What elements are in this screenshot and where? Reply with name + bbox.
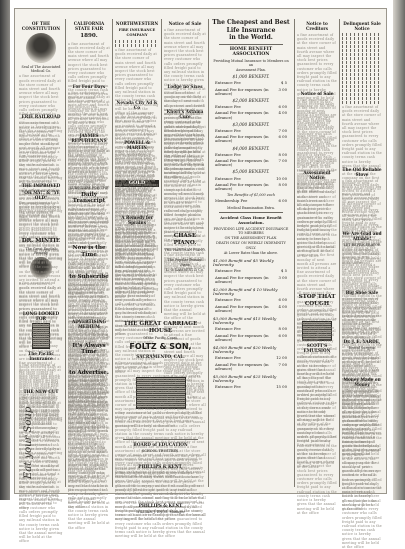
- column-text: [115, 227, 159, 267]
- table-line: [342, 101, 382, 104]
- fee-row: [215, 105, 287, 109]
- dentist-subheading: Dental Surgeon: [348, 346, 376, 351]
- divider: [219, 44, 283, 45]
- ad-title-2: in the World.: [229, 34, 273, 41]
- glad-subheading: LET REFRIGERATOR: [343, 243, 381, 247]
- fee-amount: 3 00: [278, 86, 287, 92]
- fee-amount: 8 00: [278, 326, 287, 332]
- powell-heading: POWELL & MARTIN: [124, 140, 150, 150]
- fee-row: [215, 363, 287, 371]
- fee-row: [215, 129, 287, 133]
- fee-amount: 3 00: [278, 274, 287, 280]
- fee-row: [215, 356, 287, 360]
- fee-label: Entrance Fee: [215, 384, 241, 390]
- column-text: [297, 98, 337, 168]
- indemnity-heading-3: $3,000 Benefit and $15 Weekly Indemnity.: [213, 316, 277, 326]
- table-line: [342, 93, 382, 96]
- benefit-section-4: $4,000 BENEFIT.: [232, 145, 270, 151]
- column-text: [68, 283, 110, 317]
- fee-label: Annual Fee for expenses (in advance): [215, 274, 269, 284]
- portrait-caption: Seal of The Associated Medical Co.: [21, 65, 61, 74]
- coast-heading: Of the Pacific Coast.: [143, 336, 178, 341]
- column-text: [297, 309, 337, 319]
- column-text: [115, 48, 159, 98]
- board-heading: BOARD of EDUCATION: [133, 441, 188, 447]
- fee-row: [215, 327, 287, 331]
- ad-title: The Cheapest and Best Life Insurance: [212, 19, 290, 34]
- fee-row: [215, 298, 287, 302]
- column-3: [115, 19, 159, 313]
- table-line: [342, 61, 382, 64]
- notice-heading: Notice of Sale: [168, 21, 202, 26]
- fair-heading: CALIFORNIA STATE FAIR: [73, 21, 105, 31]
- table-line: [342, 81, 382, 84]
- knorr-heading: Knorr's Asthma Cure: [166, 109, 204, 119]
- column-text: [297, 182, 337, 292]
- fourdays-heading: For Four Days: [72, 83, 106, 89]
- nevada-heading: Nevada City Ad & Co: [116, 100, 158, 110]
- column-text: [115, 471, 206, 501]
- fee-amount: 7 00: [278, 157, 287, 163]
- column-text: [342, 297, 382, 337]
- fee-row: [215, 334, 287, 342]
- fee-amount: 6 00: [278, 332, 287, 338]
- portrait-engraving: [26, 33, 56, 63]
- table-line: [342, 33, 382, 36]
- table-line: [342, 69, 382, 72]
- fee-row: [215, 183, 287, 191]
- toadv-heading: to Advertise.: [69, 369, 109, 376]
- column-6: [297, 19, 337, 487]
- newspaper-page: [14, 8, 387, 515]
- column-text: [68, 379, 110, 419]
- table-line: [342, 53, 382, 56]
- table-line: [342, 89, 382, 92]
- advmed-heading: ADVERTISING MEDIUM: [71, 318, 107, 329]
- fee-amount: 8 00: [278, 181, 287, 187]
- column-2: [68, 19, 110, 487]
- column-text: [164, 91, 206, 107]
- newcut-heading: THE NEW CUT: [23, 389, 59, 395]
- table-line: [342, 49, 382, 52]
- fee-amount: 6 00: [278, 104, 287, 110]
- mintie-subheading: The Great English Remedy: [25, 247, 57, 256]
- fee-label: Entrance Fee: [215, 151, 241, 157]
- cough-heading: STOP THAT COUGH: [298, 294, 336, 307]
- masthead-heading: OF THE CONSTITUTION: [21, 21, 61, 31]
- now-heading: Now is the Time: [72, 244, 106, 258]
- fee-amount: 7 00: [278, 127, 287, 133]
- page-edge-left: [0, 0, 10, 500]
- fee-row: [215, 81, 287, 85]
- benefit-section-1: $1,000 BENEFIT.: [232, 74, 270, 80]
- fee-row: [215, 269, 287, 273]
- table-line: [342, 65, 382, 68]
- fee-label: Annual Fee for expenses (in advance): [215, 110, 269, 120]
- mintie-heading: DR. MINTIE: [21, 238, 61, 245]
- tosub-heading: to Subscribe: [69, 274, 109, 281]
- fee-amount: 4 00: [278, 303, 287, 309]
- fee-label: Entrance Fee: [215, 326, 241, 332]
- delinquent-heading: Delinquent Sale Notice: [343, 21, 381, 31]
- fee-amount: 12 00: [276, 355, 287, 361]
- column-text: [342, 248, 382, 288]
- fee-label: Entrance Fee: [215, 355, 241, 361]
- fuller-heading: FOLTZ & SON,: [129, 342, 192, 352]
- column-text: [68, 207, 110, 243]
- column-text: [297, 33, 337, 89]
- accident-heading: Accident Class Home Benefit Association.: [220, 214, 282, 225]
- pays-heading: It's Always Time: [72, 342, 106, 356]
- improved-subheading: "OH MY!" & "YE OLD": [22, 190, 60, 201]
- fee-label: Entrance Fee: [215, 127, 241, 133]
- table-line: [342, 45, 382, 48]
- fee-label: Annual Fee for expenses (in advance): [215, 86, 269, 96]
- column-text: [342, 179, 382, 229]
- northwestern-heading: NORTHWESTERN: [115, 21, 159, 26]
- fee-row: [215, 153, 287, 157]
- page-edge-right: [393, 0, 405, 500]
- column-4: [164, 19, 206, 313]
- william-heading: WILLIAM J. ENOS, Manager: [136, 510, 185, 515]
- money-heading: Money Made on Money: [343, 377, 381, 388]
- daily-heading: Daily Transcript: [72, 191, 106, 205]
- fee-label: Annual Fee for expenses (in advance): [215, 181, 269, 191]
- gold-heading: GOLD: [115, 180, 159, 187]
- column-text: [19, 202, 63, 236]
- column-text: [115, 189, 159, 213]
- column-text: [342, 351, 382, 375]
- fee-amount: 6 00: [278, 297, 287, 303]
- emulsion-heading: SCOTT'S EMULSION: [303, 343, 331, 354]
- benefit-section-5: $5,000 BENEFIT.: [232, 169, 270, 175]
- fee-amount: 6 00: [278, 198, 287, 204]
- column-text: [19, 363, 63, 387]
- column-rule: [65, 19, 66, 487]
- column-text: [342, 105, 382, 165]
- fee-amount: $ 5: [280, 268, 287, 274]
- assessment-heading: Assessment Notice: [303, 170, 331, 180]
- sale-heading: Notice of Sale: [300, 91, 334, 96]
- fee-row: [215, 88, 287, 96]
- medical-note: Medical Examination Extra.: [227, 205, 275, 210]
- fee-row: [215, 159, 287, 167]
- column-text: [164, 253, 206, 257]
- divider: [219, 212, 283, 213]
- table-line: [342, 77, 382, 80]
- column-text: [115, 454, 206, 462]
- table-line: [342, 73, 382, 76]
- member-terms: Ten Benefits of $1,000 each: [227, 193, 275, 198]
- fee-label: Annual Fee for expenses (in advance): [215, 361, 269, 371]
- fee-label: Annual Fee for expenses (in advance): [215, 134, 269, 144]
- column-text: [115, 411, 206, 437]
- wide-ad-block: [115, 319, 206, 515]
- chase-heading: CHASE PIANO.: [173, 233, 197, 246]
- column-rule: [112, 19, 113, 487]
- column-text: [19, 74, 63, 112]
- fee-row: [215, 111, 287, 119]
- fee-label: Entrance Fee: [215, 297, 241, 303]
- jaymes-heading: JAYMES REPUBLICANS: [71, 132, 107, 143]
- benefit-section-3: $3,000 BENEFIT.: [232, 121, 270, 127]
- fee-row: [215, 385, 287, 389]
- insurance-advertisement: [211, 19, 291, 487]
- fee-row: [215, 135, 287, 143]
- dealer-heading: L. O. LAMBERT & Co.: [166, 267, 204, 272]
- fair-year: 1890.: [80, 33, 98, 39]
- column-rule: [294, 19, 295, 487]
- fee-amount: $ 5: [280, 80, 287, 86]
- fee-label: Membership Fee: [215, 198, 248, 204]
- carriage-heading: THE GREAT CARRIAGE HOUSE: [123, 321, 198, 334]
- fee-label: Entrance Fee: [215, 175, 241, 181]
- rate-table-line: [115, 40, 159, 43]
- fee-label: Annual Fee for expenses (in advance): [215, 303, 269, 313]
- rate-table-line: [115, 44, 159, 47]
- accident-text-3: DEATH ONLY ON WEEKLY INDEMNITY ONLY.: [216, 241, 286, 250]
- association-name: HOME BENEFIT ASSOCIATION: [229, 46, 273, 57]
- accident-text: PROVIDING LIFE ACCIDENT INSURANCE TO MEMBERS: [213, 226, 289, 235]
- ad-plan: Assessment Plan.: [236, 67, 266, 72]
- column-text: [19, 281, 63, 309]
- indemnity-heading-4: $4,000 Benefit and $20 Weekly Indemnity.: [213, 345, 277, 355]
- longlooked-heading: LONG LOOKED FOR: [22, 311, 60, 322]
- indemnity-heading-2: $2,000 Benefit and $ 10 Weekly Indemnity.: [213, 287, 278, 297]
- table-line: [342, 57, 382, 60]
- popular-heading: The Popular Peasant Piano: [167, 258, 203, 267]
- subscribe-heading: SUBSCRIBE FOR THE: [69, 185, 109, 190]
- column-text: [342, 389, 382, 429]
- column-text: [115, 112, 159, 138]
- erie-heading: ERIE RAILROAD: [21, 114, 61, 120]
- indemnity-heading-1: $1,000 Benefit and $5 Weekly Indemnity.: [213, 258, 274, 268]
- fee-label: Entrance Fee: [215, 104, 241, 110]
- remedy-heading: A Remedy for Sprains: [121, 215, 153, 225]
- fee-label: Entrance Fee: [215, 80, 241, 86]
- table-line: [342, 41, 382, 44]
- column-rule: [208, 19, 209, 487]
- lower-rates-note: At Lower Rates than the above.: [223, 250, 279, 255]
- fee-amount: 15 00: [276, 384, 287, 390]
- benefit-section-2: $2,000 BENEFIT.: [232, 97, 270, 103]
- column-text: [115, 361, 206, 375]
- school-heading: SCHOOL TRUSTEES.: [141, 448, 180, 453]
- column-text: [164, 28, 206, 82]
- creditors-heading: Notice to Creditors: [305, 21, 328, 31]
- fee-amount: 7 00: [278, 361, 287, 367]
- ad-tagline: Providing Mutual Insurance to Members on an: [213, 58, 289, 67]
- fee-label: Annual Fee for expenses (in advance): [215, 157, 269, 168]
- phillips-heading: PHILLIPS & KENT,: [138, 464, 183, 470]
- fee-label: Entrance Fee: [215, 268, 241, 274]
- fee-amount: 4 00: [278, 110, 287, 116]
- fee-amount: 8 00: [278, 151, 287, 157]
- column-text: [115, 152, 159, 178]
- fee-amount: 6 00: [278, 134, 287, 140]
- table-line: [342, 37, 382, 40]
- column-text: [68, 91, 110, 131]
- fee-row: [215, 177, 287, 181]
- fee-amount: 10 00: [276, 175, 287, 181]
- fee-row: [215, 199, 287, 203]
- sacramento-heading: SACRAMENTO, CAL.: [136, 353, 185, 359]
- fee-row: [215, 305, 287, 313]
- column-7: [342, 19, 382, 487]
- column-text: [68, 145, 110, 185]
- stove-heading: The Old Reliable Stove: [342, 167, 382, 177]
- dentist-heading: Dr. J. E. YARDE,: [343, 339, 381, 345]
- hartman-heading: THE HARTMAN PIANO.: [164, 248, 206, 253]
- lodge-heading: Lodge no Sixes: [167, 84, 203, 89]
- shoe-heading: Big Shoe Sale: [345, 290, 379, 296]
- fee-row: [215, 276, 287, 284]
- fee-label: Annual Fee for expenses (in advance): [215, 332, 269, 342]
- phillips-heading-2: PHILLIPS & KENT: [138, 503, 183, 509]
- side-script-text: Eat your Soup: [23, 406, 34, 479]
- improved-heading: THE IMPROVED: [21, 183, 61, 189]
- column-text: [68, 42, 110, 82]
- column-rule: [339, 19, 340, 487]
- glad-heading: We Are Glad and Affable!: [342, 231, 382, 241]
- indemnity-heading-5: $5,000 Benefit and $25 Weekly Indemnity.: [213, 374, 277, 384]
- table-line: [342, 97, 382, 100]
- pacific-heading: The Pacific Insurance: [28, 351, 54, 362]
- table-line: [342, 85, 382, 88]
- column-rule: [161, 19, 162, 313]
- hopkins-heading: FIRE INSURANCE COMPANY: [118, 28, 156, 37]
- accident-text-2: ON THE ASSESSMENT PLAN.: [224, 236, 278, 241]
